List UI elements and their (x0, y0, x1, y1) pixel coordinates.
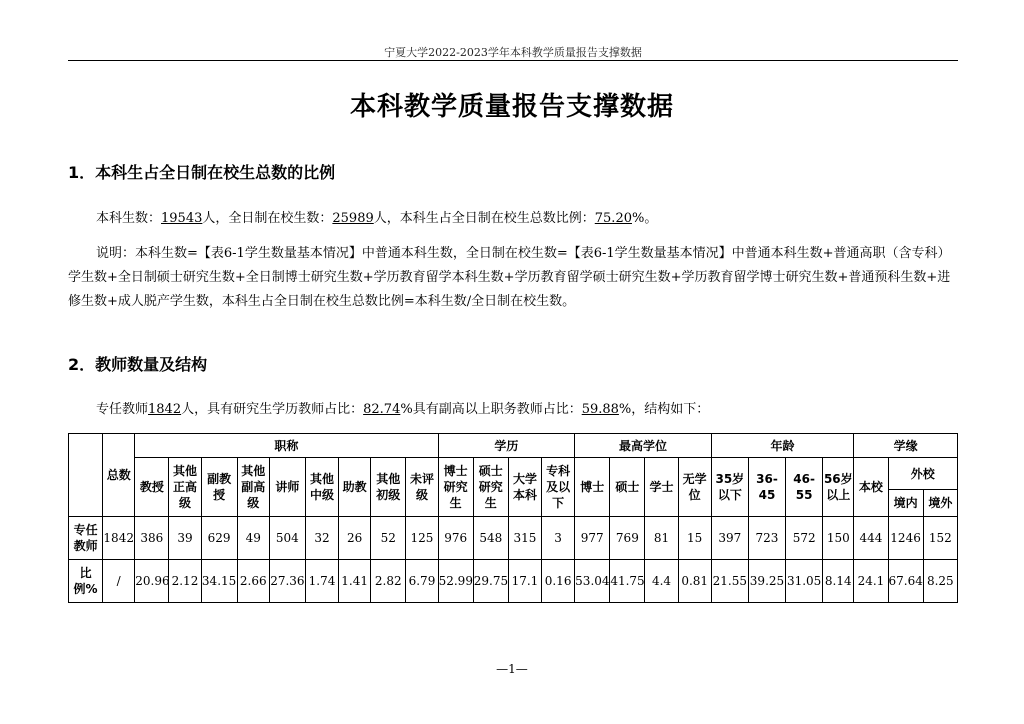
section-2-heading: 2．教师数量及结构 (68, 355, 208, 374)
table-cell: 152 (923, 517, 957, 560)
table-cell: 976 (438, 517, 473, 560)
table-cell: 15 (678, 517, 711, 560)
undergrad-count-value: 19543 (161, 211, 203, 226)
column-header: 博士 (575, 458, 610, 517)
table-cell: 39 (169, 517, 201, 560)
document-title: 本科教学质量报告支撑数据 (349, 92, 674, 122)
running-header: 宁夏大学2022-2023学年本科教学质量报告支撑数据 (384, 46, 642, 59)
column-header: 其他副高级 (237, 458, 269, 517)
table-row (69, 560, 958, 603)
table-cell: 49 (237, 517, 269, 560)
column-header: 其他初级 (371, 458, 406, 517)
table-cell: 1.41 (339, 560, 371, 603)
fulltime-count-value: 25989 (332, 211, 374, 226)
table-cell: 53.04 (575, 560, 610, 603)
section-2-stats-line (68, 398, 960, 422)
column-header: 未评级 (406, 458, 438, 517)
teacher-structure-table (68, 433, 958, 603)
table-cell: 52.99 (438, 560, 473, 603)
table-cell: 572 (786, 517, 823, 560)
table-cell: 548 (473, 517, 508, 560)
table-cell: 977 (575, 517, 610, 560)
table-cell: 629 (201, 517, 237, 560)
header-rule (68, 60, 958, 61)
table-cell: 6.79 (406, 560, 438, 603)
row-label: 比例% (69, 560, 103, 603)
column-header: 大学本科 (508, 458, 541, 517)
column-header: 其他正高级 (169, 458, 201, 517)
table-cell: 21.55 (711, 560, 748, 603)
table-cell: 52 (371, 517, 406, 560)
senior-ratio-label: %具有副高以上职务教师占比： (400, 402, 582, 417)
table-row (69, 517, 958, 560)
stats-suffix: %。 (631, 211, 658, 226)
column-header: 35岁以下 (711, 458, 748, 517)
table-body (69, 434, 958, 603)
table-cell: 17.1 (508, 560, 541, 603)
table-cell: 24.1 (854, 560, 888, 603)
undergrad-ratio-value: 75.20 (594, 211, 632, 226)
column-header: 36-45 (748, 458, 785, 517)
table-cell: 769 (610, 517, 645, 560)
table-cell: 4.4 (645, 560, 678, 603)
table-cell: 2.82 (371, 560, 406, 603)
table-cell: 27.36 (269, 560, 305, 603)
section-1-heading: 1．本科生占全日制在校生总数的比例 (68, 163, 336, 182)
group-header-education: 学历 (438, 434, 575, 458)
grad-ratio-label: 人，具有研究生学历教师占比： (181, 402, 364, 417)
column-header: 境外 (923, 490, 957, 517)
table-cell: 444 (854, 517, 888, 560)
group-header-degree: 最高学位 (575, 434, 712, 458)
group-header-title: 职称 (135, 434, 438, 458)
table-cell: 2.12 (169, 560, 201, 603)
table-cell: 8.25 (923, 560, 957, 603)
group-header-origin: 学缘 (854, 434, 958, 458)
row-label: 专任教师 (69, 517, 103, 560)
table-cell: 39.25 (748, 560, 785, 603)
table-cell: 315 (508, 517, 541, 560)
table-cell: 0.16 (542, 560, 575, 603)
table-cell: 26 (339, 517, 371, 560)
column-header: 境内 (888, 490, 923, 517)
external-header: 外校 (888, 458, 958, 490)
teacher-label: 专任教师 (96, 402, 149, 417)
structure-suffix: %，结构如下： (618, 402, 710, 417)
column-header: 46-55 (786, 458, 823, 517)
table-cell: 41.75 (610, 560, 645, 603)
table-cell: 2.66 (237, 560, 269, 603)
stats-label-undergrad: 本科生数： (96, 211, 162, 226)
table-cell: 125 (406, 517, 438, 560)
table-cell: 67.64 (888, 560, 923, 603)
corner-cell (69, 434, 103, 517)
row-total: / (103, 560, 135, 603)
table-cell: 504 (269, 517, 305, 560)
table-cell: 397 (711, 517, 748, 560)
table-cell: 150 (823, 517, 854, 560)
senior-ratio-value: 59.88 (581, 402, 619, 417)
column-header: 其他中级 (305, 458, 338, 517)
page-number: —1— (496, 662, 528, 676)
table-cell: 3 (542, 517, 575, 560)
column-header: 56岁以上 (823, 458, 854, 517)
column-header: 无学位 (678, 458, 711, 517)
table-cell: 1246 (888, 517, 923, 560)
grad-ratio-value: 82.74 (363, 402, 401, 417)
teacher-count-value: 1842 (148, 402, 182, 417)
table-cell: 0.81 (678, 560, 711, 603)
column-header: 教授 (135, 458, 169, 517)
table-cell: 723 (748, 517, 785, 560)
column-header: 博士研究生 (438, 458, 473, 517)
column-header: 专科及以下 (542, 458, 575, 517)
column-header: 学士 (645, 458, 678, 517)
stats-label-ratio: 人，本科生占全日制在校生总数比例： (373, 211, 595, 226)
column-header: 助教 (339, 458, 371, 517)
row-total: 1842 (103, 517, 135, 560)
table-cell: 1.74 (305, 560, 338, 603)
section-1-note: 说明：本科生数=【表6-1学生数量基本情况】中普通本科生数，全日制在校生数=【表6-1学生数量基本情况】中普通本科生数+普通高职（含专科）学生数+全日制硕士研究生数+全日制博士研究生数+学历教育留学本科生数+学历教育留学硕士研究生数+学历教育留学博士研究生数+普通预科生数+进修生数+成人脱产学生数，本科生占全日制在校生总数比例=本科生数/全日制在校生数。 (68, 246, 951, 309)
table-cell: 8.14 (823, 560, 854, 603)
table-cell: 20.96 (135, 560, 169, 603)
table-cell: 34.15 (201, 560, 237, 603)
table-cell: 29.75 (473, 560, 508, 603)
column-header: 硕士 (610, 458, 645, 517)
table-cell: 386 (135, 517, 169, 560)
table-header-row (69, 434, 958, 458)
table-cell: 81 (645, 517, 678, 560)
stats-label-fulltime: 人，全日制在校生数： (202, 211, 333, 226)
section-1-stats-line (68, 207, 960, 231)
column-header: 本校 (854, 458, 888, 517)
table-cell: 31.05 (786, 560, 823, 603)
table-header-row (69, 458, 958, 490)
column-header: 硕士研究生 (473, 458, 508, 517)
table-cell: 32 (305, 517, 338, 560)
group-header-age: 年龄 (711, 434, 854, 458)
column-header: 副教授 (201, 458, 237, 517)
total-header: 总数 (103, 434, 135, 517)
column-header: 讲师 (269, 458, 305, 517)
